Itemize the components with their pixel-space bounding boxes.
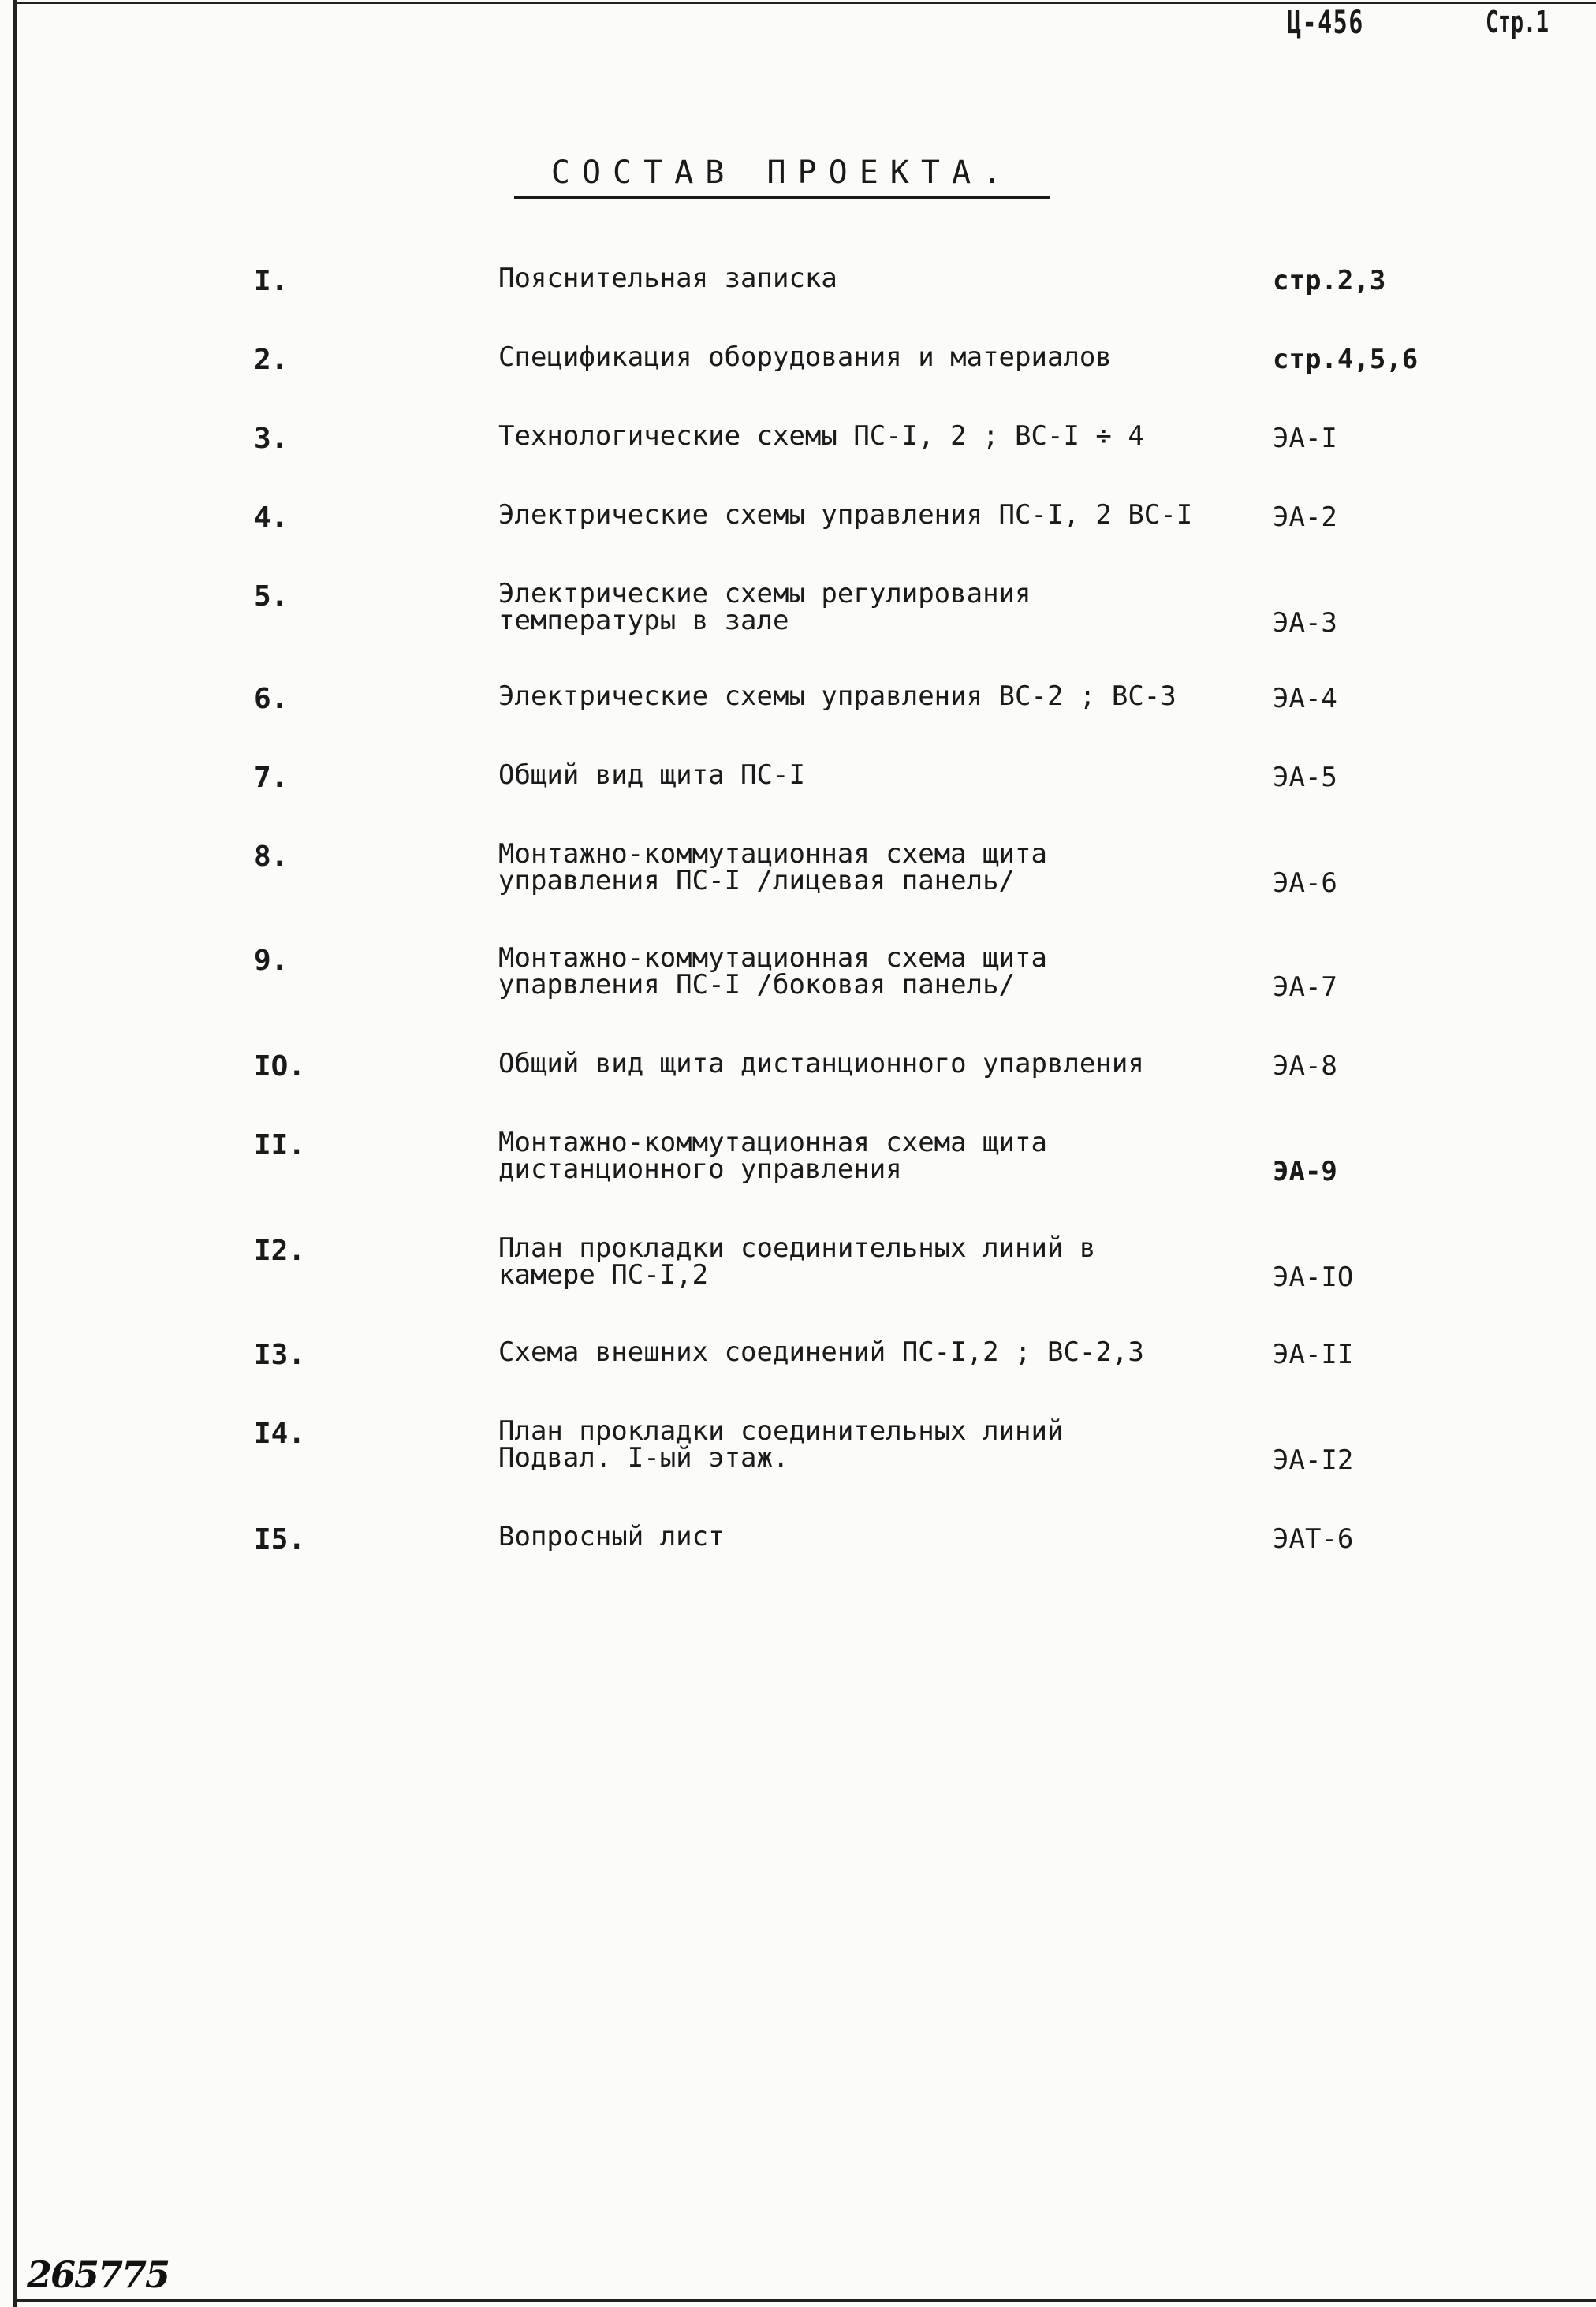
item-description: Вопросный лист [498, 1521, 725, 1552]
item-reference: стр.4,5,6 [1273, 344, 1419, 375]
list-item [0, 1415, 1596, 1504]
item-description: Спецификация оборудования и материалов [498, 341, 1112, 373]
item-description: Монтажно-коммутационная схема щита дистанционного управления [498, 1127, 1047, 1185]
item-reference: ЭА-I [1273, 423, 1337, 454]
item-number: I5. [254, 1523, 306, 1556]
item-reference: ЭА-I2 [1273, 1444, 1354, 1476]
list-item [0, 420, 1596, 509]
list-item [0, 840, 1596, 927]
item-description: План прокладки соединительных линий Подвал. I-ый этаж. [498, 1415, 1064, 1474]
item-reference: ЭА-8 [1273, 1050, 1337, 1082]
item-reference: стр.2,3 [1273, 265, 1386, 296]
inventory-number-stamp: 265775 [27, 2253, 170, 2296]
item-number: I3. [254, 1339, 306, 1371]
list-item [0, 1129, 1596, 1216]
list-item [0, 759, 1596, 848]
item-description: Электрические схемы управления ПС-I, 2 ВС-I [498, 499, 1193, 531]
item-description: Общий вид щита дистанционного упарвления [498, 1048, 1144, 1079]
list-item [0, 580, 1596, 667]
item-number: II. [254, 1129, 306, 1161]
page-title: СОСТАВ ПРОЕКТА. [514, 155, 1050, 199]
list-item [0, 341, 1596, 430]
list-item [0, 501, 1596, 588]
item-number: 2. [254, 344, 289, 376]
item-number: 7. [254, 762, 289, 794]
item-number: 4. [254, 501, 289, 534]
item-reference: ЭА-6 [1273, 867, 1337, 899]
item-description: Монтажно-коммутационная схема щита упарвления ПС-I /боковая панель/ [498, 942, 1047, 1001]
item-number: I2. [254, 1235, 306, 1267]
item-description: Технологические схемы ПС-I, 2 ; ВС-I ÷ 4 [498, 420, 1144, 452]
item-number: 6. [254, 683, 289, 715]
frame-top-border [13, 2, 1596, 4]
frame-bottom-border [13, 2299, 1596, 2302]
item-description: Монтажно-коммутационная схема щита управления ПС-I /лицевая панель/ [498, 838, 1047, 896]
item-description: Пояснительная записка [498, 263, 837, 294]
list-item [0, 942, 1596, 1031]
item-number: 3. [254, 423, 289, 455]
item-description: Электрические схемы управления ВС-2 ; ВС-3 [498, 680, 1176, 712]
item-reference: ЭА-II [1273, 1339, 1354, 1370]
item-reference: ЭА-9 [1273, 1156, 1337, 1187]
list-item [0, 1050, 1596, 1137]
item-reference: ЭА-7 [1273, 971, 1337, 1003]
item-number: I. [254, 265, 289, 297]
list-item [0, 1523, 1596, 1610]
item-reference: ЭА-IO [1273, 1262, 1354, 1293]
page-number: Стр.1 [1486, 5, 1549, 39]
item-reference: ЭА-4 [1273, 683, 1337, 714]
item-description: Общий вид щита ПС-I [498, 759, 805, 791]
item-number: I4. [254, 1418, 306, 1450]
item-reference: ЭАТ-6 [1273, 1523, 1354, 1555]
item-number: 5. [254, 580, 289, 613]
item-reference: ЭА-3 [1273, 607, 1337, 639]
list-item [0, 1232, 1596, 1321]
item-number: 8. [254, 840, 289, 873]
item-description: План прокладки соединительных линий в камере ПС-I,2 [498, 1232, 1096, 1291]
list-item [0, 1336, 1596, 1426]
item-description: Схема внешних соединений ПС-I,2 ; ВС-2,3 [498, 1336, 1144, 1368]
list-item [0, 680, 1596, 770]
item-number: 9. [254, 945, 289, 977]
list-item [0, 265, 1596, 352]
item-number: IO. [254, 1050, 306, 1083]
item-description: Электрические схемы регулирования температуры в зале [498, 578, 1031, 636]
item-reference: ЭА-5 [1273, 762, 1337, 793]
item-reference: ЭА-2 [1273, 501, 1337, 533]
document-code: Ц-456 [1287, 5, 1364, 41]
